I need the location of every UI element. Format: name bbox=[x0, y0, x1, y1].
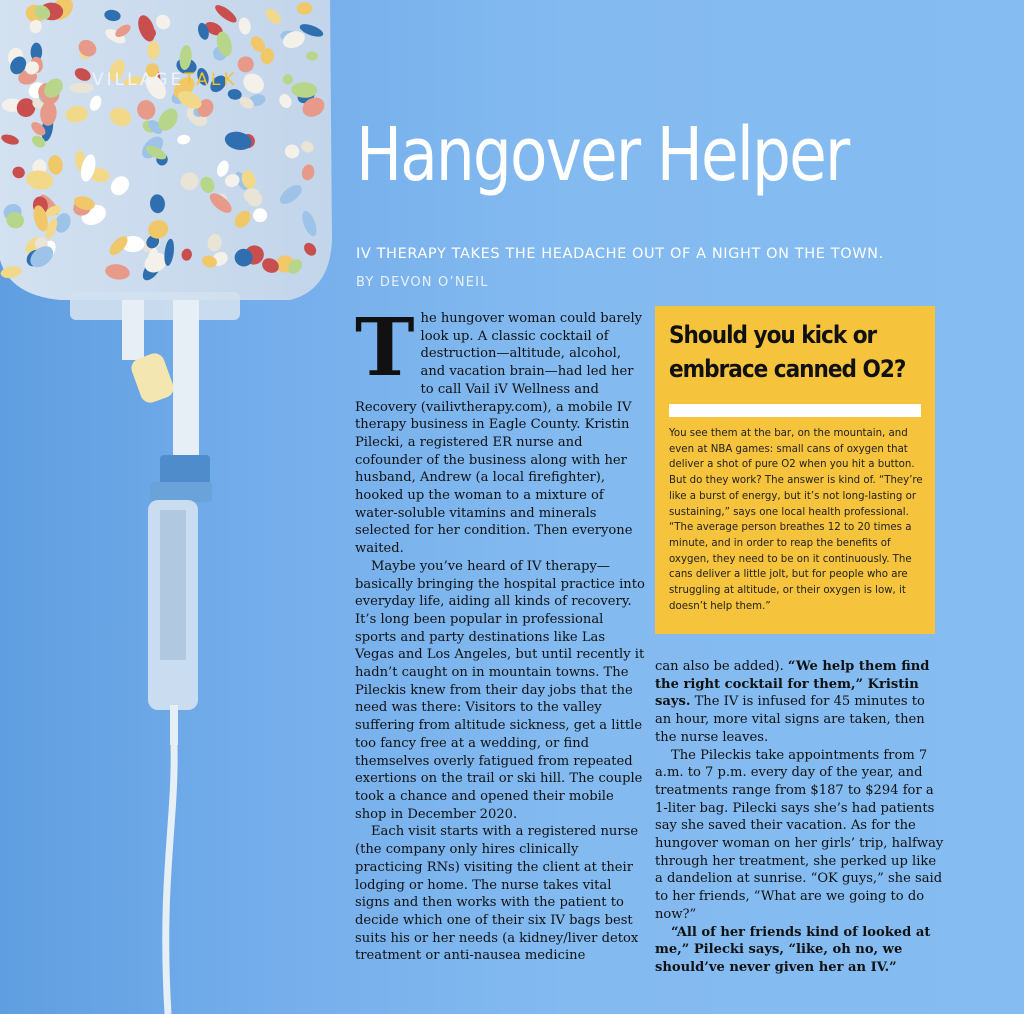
paragraph-5: The Pileckis take appointments from 7 a.m. to 7 p.m. every day of the year, and treatments range from $187 to $294 for a 1-liter bag. Pilecki says she’s had patients say she saved their vacation. As for the hungover woman on her girls’ trip, halfway through her treatment, she perked up like a dandelion at sunrise. “OK guys,” she said to her friends, “What are we going to do now?” bbox=[655, 747, 944, 922]
paragraph-4-end: The IV is infused for 45 minutes to an hour, more vital signs are taken, then the nurse leaves. bbox=[655, 694, 925, 745]
paragraph-1: he hungover woman could barely look up. A classic cocktail of destruction—altitude, alcohol, and vacation brain—had led her to call Vail iV Wellness and Recovery (vailivtherapy.com), a mobile IV therapy business in Eagle County. Kristin Pilecki, a registered ER nurse and cofounder of the business along with her husband, Andrew (a local firefighter), hooked up the woman to a mixture of water-soluble vitamins and minerals selected for her condition. Then everyone waited. bbox=[355, 311, 643, 557]
article-column-2 bbox=[655, 658, 945, 977]
section-label-part1: VILLAGE bbox=[92, 70, 185, 90]
paragraph-2: Maybe you’ve heard of IV therapy—basically bringing the hospital practice into everyday life, aiding all kinds of recovery. It’s long been popular in professional sports and party destinations like Las Vegas and Los Angeles, but until recently it hadn’t caught on in mountain towns. The Pileckis knew from their day jobs that the need was there: Visitors to the valley suffering from altitude sickness, get a little too fancy free at a wedding, or find themselves overly fatigued from repeated exertions on the trail or ski hill. The couple took a chance and opened their mobile shop in December 2020. bbox=[355, 558, 645, 822]
article-subtitle: IV THERAPY TAKES THE HEADACHE OUT OF A NIGHT ON THE TOWN. bbox=[356, 246, 884, 262]
pill-shape bbox=[69, 83, 93, 93]
drop-cap: T bbox=[355, 300, 415, 394]
paragraph-6: “All of her friends kind of looked at me,” Pilecki says, “like, oh no, we should’ve never given her an IV.” bbox=[655, 924, 931, 975]
article-title: Hangover Helper bbox=[356, 112, 849, 198]
paragraph-4-start: can also be added). bbox=[655, 659, 788, 674]
sidebar-box bbox=[655, 306, 935, 634]
iv-bag-illustration bbox=[0, 0, 340, 1014]
pull-quote: “We help them find the right cocktail for them,” Kristin says. bbox=[655, 659, 930, 710]
paragraph-4 bbox=[655, 658, 945, 747]
sidebar-heading: Should you kick or embrace canned O2? bbox=[669, 321, 906, 383]
section-label bbox=[92, 70, 238, 90]
section-label-part2: TALK bbox=[184, 70, 238, 90]
sidebar-divider bbox=[669, 404, 921, 417]
paragraph-3: Each visit starts with a registered nurse (the company only hires clinically practicing RNs) visiting the client at their lodging or home. The nurse takes vital signs and then works with the patient to decide which one of their six IV bags best suits his or her needs (a kidney/liver detox treatment or anti-nausea medicine bbox=[355, 824, 639, 964]
article-byline: BY DEVON O’NEIL bbox=[356, 275, 489, 290]
article-column-1 bbox=[355, 300, 645, 965]
sidebar-body: You see them at the bar, on the mountain, and even at NBA games: small cans of oxygen that deliver a shot of pure O2 when you hit a button. But do they work? The answer is kind of. “They’re like a burst of energy, but it’s not long-lasting or sustaining,” says one local health professional. “The average person breathes 12 to 20 times a minute, and in order to reap the benefits of oxygen, they need to be on it continuously. The cans deliver a little jolt, but for people who are struggling at altitude, or their oxygen is low, it doesn’t help them.” bbox=[669, 428, 923, 612]
